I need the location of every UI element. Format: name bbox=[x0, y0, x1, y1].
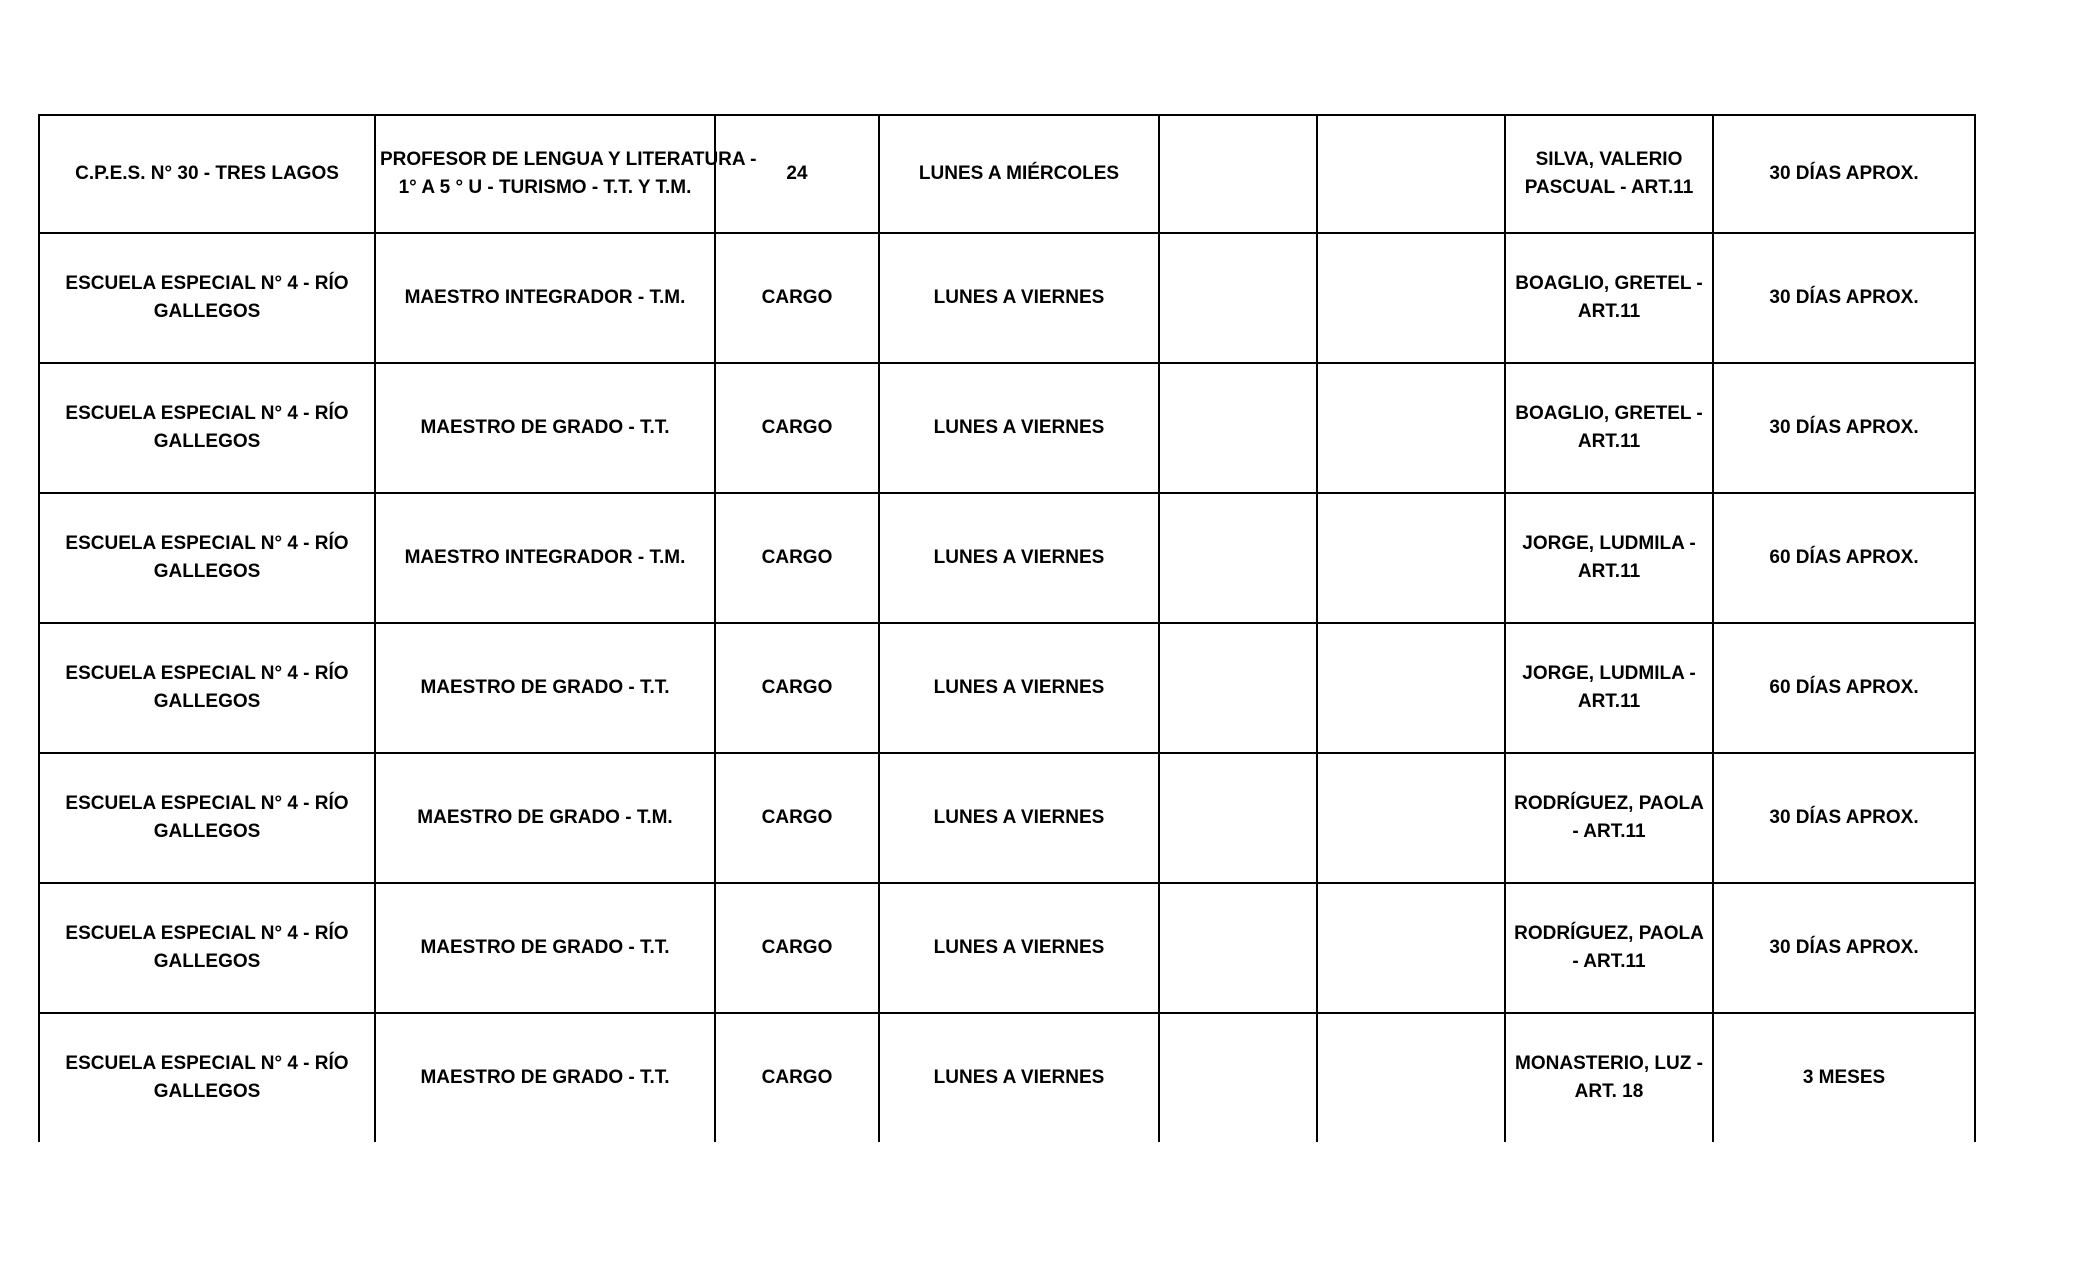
table-row bbox=[39, 233, 1975, 363]
position-cell bbox=[375, 115, 757, 233]
hours-cell: 24 bbox=[715, 115, 879, 233]
duration-cell: 30 DÍAS APROX. bbox=[1713, 233, 1975, 363]
vacancies-table bbox=[38, 114, 1976, 1142]
duration-cell: 60 DÍAS APROX. bbox=[1713, 493, 1975, 623]
days-cell: LUNES A MIÉRCOLES bbox=[879, 115, 1159, 233]
school-cell: ESCUELA ESPECIAL N° 4 - RÍO GALLEGOS bbox=[39, 1013, 375, 1142]
duration-cell: 30 DÍAS APROX. bbox=[1713, 883, 1975, 1013]
days-cell: LUNES A VIERNES bbox=[879, 493, 1159, 623]
empty-cell bbox=[1317, 623, 1505, 753]
school-cell: ESCUELA ESPECIAL N° 4 - RÍO GALLEGOS bbox=[39, 753, 375, 883]
empty-cell bbox=[1159, 883, 1317, 1013]
table-row bbox=[39, 753, 1975, 883]
substitute-cell: RODRÍGUEZ, PAOLA - ART.11 bbox=[1505, 753, 1713, 883]
hours-cell: CARGO bbox=[715, 623, 879, 753]
school-cell: ESCUELA ESPECIAL N° 4 - RÍO GALLEGOS bbox=[39, 233, 375, 363]
document-sheet bbox=[38, 114, 1976, 1142]
table-row bbox=[39, 363, 1975, 493]
days-cell: LUNES A VIERNES bbox=[879, 1013, 1159, 1142]
position-cell: MAESTRO DE GRADO - T.M. bbox=[375, 753, 715, 883]
duration-cell: 30 DÍAS APROX. bbox=[1713, 363, 1975, 493]
days-cell: LUNES A VIERNES bbox=[879, 753, 1159, 883]
table-row bbox=[39, 1013, 1975, 1142]
empty-cell bbox=[1159, 493, 1317, 623]
substitute-cell: SILVA, VALERIO PASCUAL - ART.11 bbox=[1505, 115, 1713, 233]
position-cell: MAESTRO INTEGRADOR - T.M. bbox=[375, 493, 715, 623]
hours-cell: CARGO bbox=[715, 363, 879, 493]
substitute-cell: RODRÍGUEZ, PAOLA - ART.11 bbox=[1505, 883, 1713, 1013]
empty-cell bbox=[1159, 363, 1317, 493]
duration-cell: 30 DÍAS APROX. bbox=[1713, 115, 1975, 233]
empty-cell bbox=[1159, 115, 1317, 233]
empty-cell bbox=[1159, 623, 1317, 753]
empty-cell bbox=[1317, 115, 1505, 233]
empty-cell bbox=[1317, 233, 1505, 363]
empty-cell bbox=[1317, 1013, 1505, 1142]
empty-cell bbox=[1159, 753, 1317, 883]
days-cell: LUNES A VIERNES bbox=[879, 883, 1159, 1013]
hours-cell: CARGO bbox=[715, 233, 879, 363]
hours-cell: CARGO bbox=[715, 1013, 879, 1142]
school-cell: ESCUELA ESPECIAL N° 4 - RÍO GALLEGOS bbox=[39, 493, 375, 623]
substitute-cell: BOAGLIO, GRETEL - ART.11 bbox=[1505, 363, 1713, 493]
duration-cell: 30 DÍAS APROX. bbox=[1713, 753, 1975, 883]
days-cell: LUNES A VIERNES bbox=[879, 623, 1159, 753]
empty-cell bbox=[1317, 753, 1505, 883]
hours-cell: CARGO bbox=[715, 883, 879, 1013]
hours-cell: CARGO bbox=[715, 493, 879, 623]
empty-cell bbox=[1159, 1013, 1317, 1142]
table-row bbox=[39, 883, 1975, 1013]
table-row bbox=[39, 493, 1975, 623]
position-cell: MAESTRO DE GRADO - T.T. bbox=[375, 623, 715, 753]
duration-cell: 3 MESES bbox=[1713, 1013, 1975, 1142]
empty-cell bbox=[1317, 493, 1505, 623]
hours-cell: CARGO bbox=[715, 753, 879, 883]
empty-cell bbox=[1317, 883, 1505, 1013]
substitute-cell: JORGE, LUDMILA - ART.11 bbox=[1505, 623, 1713, 753]
position-cell: MAESTRO DE GRADO - T.T. bbox=[375, 363, 715, 493]
position-line: PROFESOR DE LENGUA Y LITERATURA - bbox=[380, 149, 757, 170]
days-cell: LUNES A VIERNES bbox=[879, 233, 1159, 363]
days-cell: LUNES A VIERNES bbox=[879, 363, 1159, 493]
school-cell: C.P.E.S. N° 30 - TRES LAGOS bbox=[39, 115, 375, 233]
substitute-cell: BOAGLIO, GRETEL - ART.11 bbox=[1505, 233, 1713, 363]
table-row bbox=[39, 115, 1975, 233]
empty-cell bbox=[1159, 233, 1317, 363]
substitute-cell: MONASTERIO, LUZ - ART. 18 bbox=[1505, 1013, 1713, 1142]
empty-cell bbox=[1317, 363, 1505, 493]
position-cell: MAESTRO INTEGRADOR - T.M. bbox=[375, 233, 715, 363]
school-cell: ESCUELA ESPECIAL N° 4 - RÍO GALLEGOS bbox=[39, 623, 375, 753]
position-line: 1° A 5 ° U - TURISMO - T.T. Y T.M. bbox=[398, 177, 692, 198]
substitute-cell: JORGE, LUDMILA - ART.11 bbox=[1505, 493, 1713, 623]
duration-cell: 60 DÍAS APROX. bbox=[1713, 623, 1975, 753]
table-row bbox=[39, 623, 1975, 753]
position-cell: MAESTRO DE GRADO - T.T. bbox=[375, 883, 715, 1013]
position-cell: MAESTRO DE GRADO - T.T. bbox=[375, 1013, 715, 1142]
school-cell: ESCUELA ESPECIAL N° 4 - RÍO GALLEGOS bbox=[39, 363, 375, 493]
school-cell: ESCUELA ESPECIAL N° 4 - RÍO GALLEGOS bbox=[39, 883, 375, 1013]
